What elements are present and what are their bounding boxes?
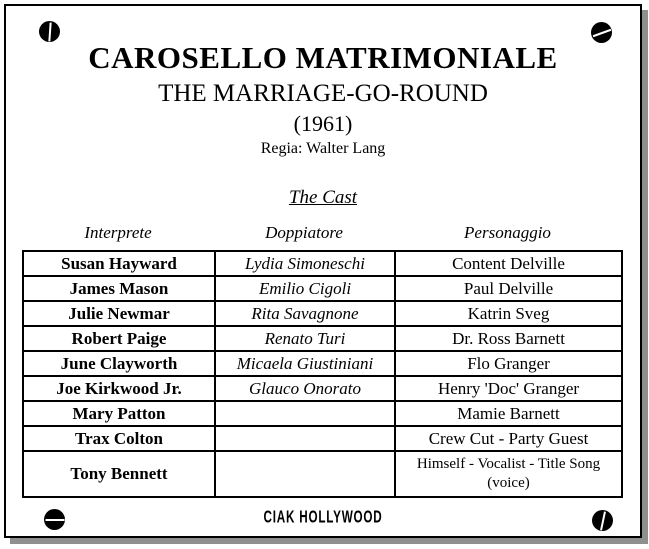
role-cell: Dr. Ross Barnett	[395, 326, 622, 351]
role-cell: Henry 'Doc' Granger	[395, 376, 622, 401]
table-row	[23, 276, 622, 301]
dubber-cell: Lydia Simoneschi	[215, 251, 395, 276]
screw-icon	[592, 510, 613, 531]
actor-cell: June Clayworth	[23, 351, 215, 376]
dubber-cell: Micaela Giustiniani	[215, 351, 395, 376]
actor-cell: James Mason	[23, 276, 215, 301]
cast-section-heading: The Cast	[288, 187, 358, 208]
role-cell: Paul Delville	[395, 276, 622, 301]
dubber-cell	[215, 426, 395, 451]
release-year: (1961)	[293, 111, 353, 136]
actor-cell: Joe Kirkwood Jr.	[23, 376, 215, 401]
column-header-interprete: Interprete	[84, 223, 152, 242]
role-cell: Crew Cut - Party Guest	[395, 426, 622, 451]
cast-table	[22, 250, 623, 498]
role-cell: Content Delville	[395, 251, 622, 276]
actor-cell: Julie Newmar	[23, 301, 215, 326]
dubber-cell: Emilio Cigoli	[215, 276, 395, 301]
dubber-cell	[215, 451, 395, 497]
title-original: THE MARRIAGE-GO-ROUND	[158, 80, 488, 107]
table-row	[23, 301, 622, 326]
dubber-cell: Renato Turi	[215, 326, 395, 351]
table-row	[23, 401, 622, 426]
role-cell: Flo Granger	[395, 351, 622, 376]
actor-cell: Trax Colton	[23, 426, 215, 451]
screw-icon	[39, 21, 60, 42]
screw-icon	[44, 509, 65, 530]
cast-column-headers	[22, 222, 621, 243]
table-row	[23, 251, 622, 276]
title-italian: CAROSELLO MATRIMONIALE	[88, 40, 558, 75]
table-row	[23, 351, 622, 376]
table-row	[23, 451, 622, 497]
actor-cell: Robert Paige	[23, 326, 215, 351]
screw-icon	[591, 22, 612, 43]
cast-card	[4, 4, 642, 538]
ciak-hollywood-logo: CIAK HOLLYWOOD	[263, 507, 383, 528]
dubber-cell	[215, 401, 395, 426]
role-cell: Himself - Vocalist - Title Song (voice)	[395, 451, 622, 497]
actor-cell: Mary Patton	[23, 401, 215, 426]
column-header-doppiatore: Doppiatore	[265, 223, 343, 242]
table-row	[23, 426, 622, 451]
column-header-personaggio: Personaggio	[464, 223, 551, 242]
dubber-cell: Glauco Onorato	[215, 376, 395, 401]
table-row	[23, 376, 622, 401]
director-credit: Regia: Walter Lang	[260, 140, 386, 157]
role-cell: Katrin Sveg	[395, 301, 622, 326]
role-cell: Mamie Barnett	[395, 401, 622, 426]
table-row	[23, 326, 622, 351]
actor-cell: Susan Hayward	[23, 251, 215, 276]
dubber-cell: Rita Savagnone	[215, 301, 395, 326]
actor-cell: Tony Bennett	[23, 451, 215, 497]
